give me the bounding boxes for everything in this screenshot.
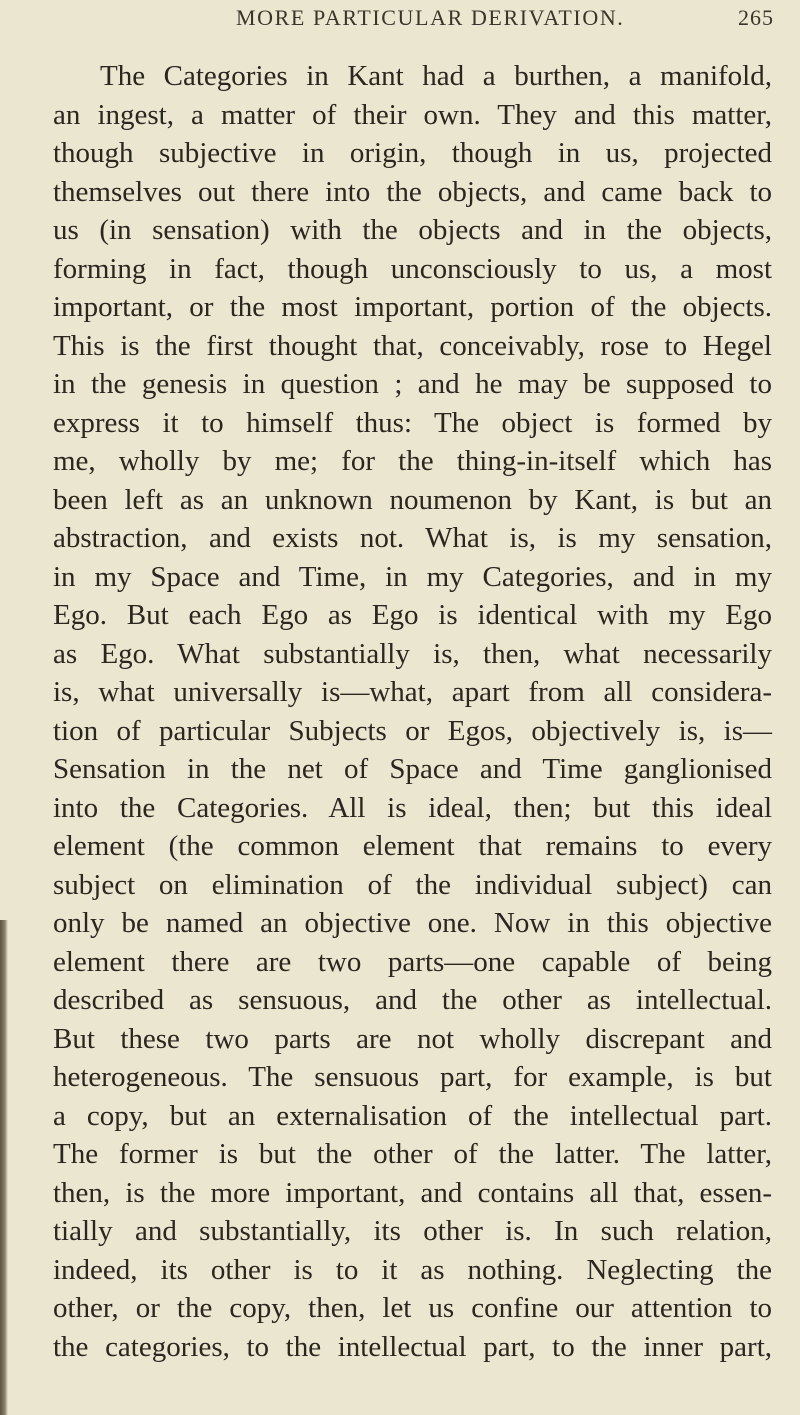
text-line: as Ego. What substantially is, then, what necessarily (53, 637, 772, 670)
text-line: in the genesis in question ; and he may be supposed to (53, 368, 772, 400)
text-line: an ingest, a matter of their own. They and this matter, (53, 98, 772, 131)
text-line: The Categories in Kant had a burthen, a manifold, (100, 60, 772, 92)
page-number: 265 (738, 5, 774, 30)
text-line: Sensation in the net of Space and Time ganglionised (53, 753, 772, 785)
text-line: us (in sensation) with the objects and in the objects, (53, 214, 772, 246)
text-line: heterogeneous. The sensuous part, for example, is but (53, 1061, 772, 1093)
text-line: been left as an unknown noumenon by Kant, is but an (53, 483, 772, 516)
text-line: The former is but the other of the latter. The latter, (53, 1138, 772, 1170)
text-line: But these two parts are not wholly discrepant and (53, 1022, 772, 1055)
text-line: tially and substantially, its other is. In such relation, (53, 1215, 772, 1247)
page-edge-shadow (0, 920, 8, 1415)
body-text (53, 57, 772, 1366)
text-line: though subjective in origin, though in us, projected (53, 137, 772, 169)
text-line: the categories, to the intellectual part, to the inner part, (53, 1330, 772, 1363)
text-line: indeed, its other is to it as nothing. Neglecting the (53, 1253, 772, 1286)
text-line: me, wholly by me; for the thing-in-itself which has (53, 445, 772, 477)
text-line: tion of particular Subjects or Egos, objectively is, is— (53, 714, 772, 747)
text-line: is, what universally is—what, apart from all considera- (53, 676, 772, 708)
text-line: then, is the more important, and contains all that, essen- (53, 1176, 772, 1209)
text-line: described as sensuous, and the other as intellectual. (53, 984, 772, 1016)
text-line: element (the common element that remains to every (53, 830, 772, 862)
text-line: important, or the most important, portion of the objects. (53, 291, 772, 323)
running-title: MORE PARTICULAR DERIVATION. (236, 5, 625, 30)
running-head (0, 3, 800, 37)
text-line: abstraction, and exists not. What is, is my sensation, (53, 522, 772, 554)
text-line: express it to himself thus: The object is formed by (53, 406, 772, 439)
text-line: element there are two parts—one capable of being (53, 945, 772, 978)
text-line: a copy, but an externalisation of the intellectual part. (53, 1099, 772, 1132)
text-line: subject on elimination of the individual subject) can (53, 868, 772, 901)
text-line: This is the first thought that, conceivably, rose to Hegel (53, 329, 772, 362)
text-line: into the Categories. All is ideal, then; but this ideal (53, 791, 772, 824)
text-line: other, or the copy, then, let us confine our attention to (53, 1292, 772, 1324)
text-line: themselves out there into the objects, and came back to (53, 175, 772, 208)
text-line: forming in fact, though unconsciously to us, a most (53, 252, 772, 285)
text-line: only be named an objective one. Now in this objective (53, 907, 772, 939)
text-line: Ego. But each Ego as Ego is identical with my Ego (53, 599, 772, 631)
text-line: in my Space and Time, in my Categories, and in my (53, 560, 772, 593)
